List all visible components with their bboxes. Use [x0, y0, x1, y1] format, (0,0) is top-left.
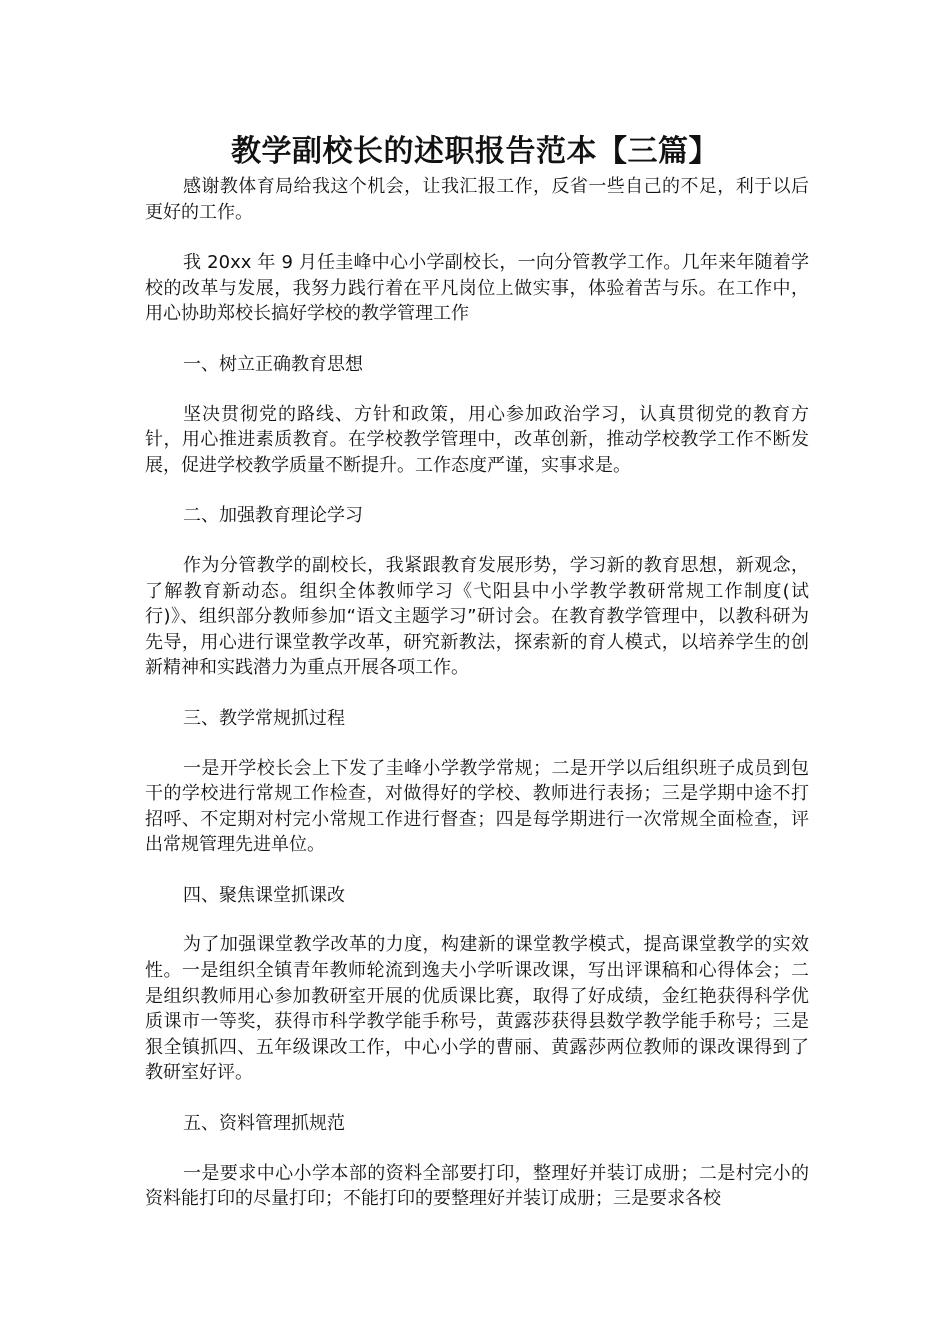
section-heading-5: 五、资料管理抓规范	[183, 1113, 345, 1135]
section-heading-1: 一、树立正确教育思想	[183, 353, 363, 375]
section-heading-4: 四、聚焦课堂抓课改	[183, 884, 345, 906]
document-body	[145, 174, 809, 1237]
section-paragraph-2: 作为分管教学的副校长，我紧跟教育发展形势，学习新的教育思想，新观念，了解教育新动态。组织全体教师学习《弋阳县中小学教学教研常规工作制度(试行)》、组织部分教师参加“语文主题学习”研讨会。在教育教学管理中，以教科研为先导，用心进行课堂教学改革，研究新教法，探索新的育人模式，以培养学生的创新精神和实践潜力为重点开展各项工作。	[145, 554, 809, 679]
document-title: 教学副校长的述职报告范本【三篇】	[231, 134, 719, 169]
section-heading-2: 二、加强教育理论学习	[183, 505, 363, 527]
intro-paragraph: 感谢教体育局给我这个机会，让我汇报工作，反省一些自己的不足，利于以后更好的工作。	[145, 176, 809, 223]
background-paragraph: 我 20xx 年 9 月任圭峰中心小学副校长，一向分管教学工作。几年来年随着学校的改革与发展，我努力践行着在平凡岗位上做实事，体验着苦与乐。在工作中，用心协助郑校长搞好学校的教学管理工作	[145, 252, 809, 325]
section-paragraph-3: 一是开学校长会上下发了圭峰小学教学常规；二是开学以后组织班子成员到包干的学校进行常规工作检查，对做得好的学校、教师进行表扬；三是学期中途不打招呼、不定期对村完小常规工作进行督查；四是每学期进行一次常规全面检查，评出常规管理先进单位。	[145, 757, 809, 856]
section-paragraph-5: 一是要求中心小学本部的资料全部要打印，整理好并装订成册；二是村完小的资料能打印的尽量打印；不能打印的要整理好并装订成册；三是要求各校	[145, 1162, 809, 1210]
section-paragraph-4: 为了加强课堂教学改革的力度，构建新的课堂教学模式，提高课堂教学的实效性。一是组织全镇青年教师轮流到逸夫小学听课改课，写出评课稿和心得体会；二是组织教师用心参加教研室开展的优质课比赛，取得了好成绩，金红艳获得科学优质课市一等奖，获得市科学教学能手称号，黄露莎获得县数学教学能手称号；三是狠全镇抓四、五年级课改工作，中心小学的曹丽、黄露莎两位教师的课改课得到了教研室好评。	[145, 934, 809, 1084]
section-heading-3: 三、教学常规抓过程	[183, 707, 345, 729]
section-paragraph-1: 坚决贯彻党的路线、方针和政策，用心参加政治学习，认真贯彻党的教育方针，用心推进素质教育。在学校教学管理中，改革创新，推动学校教学工作不断发展，促进学校教学质量不断提升。工作态度严谨，实事求是。	[145, 403, 809, 476]
